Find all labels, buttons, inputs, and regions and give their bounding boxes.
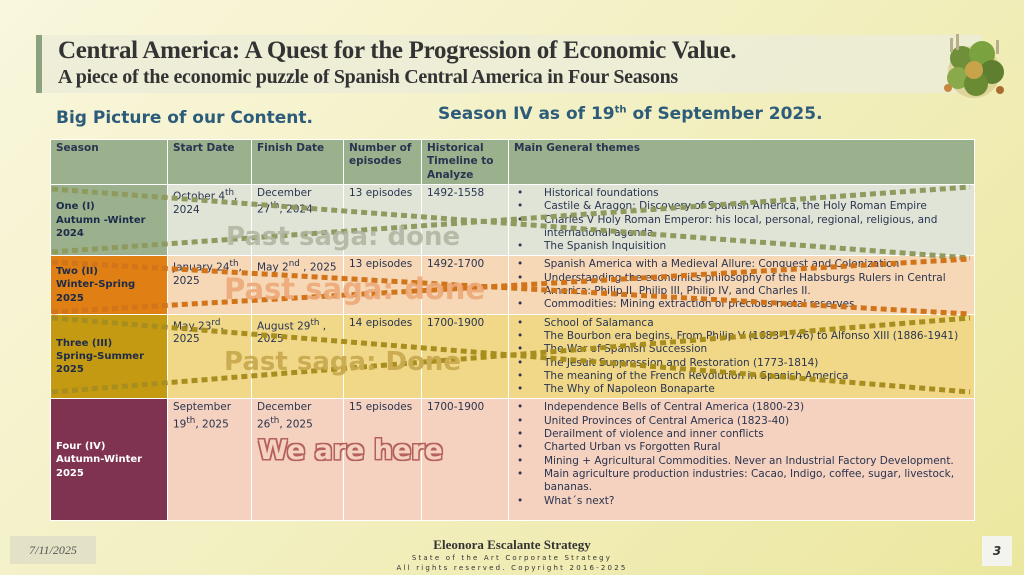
theme-item: • Charles V Holy Roman Emperor: his local, personal, regional, religious, and international agenda: [514, 214, 969, 241]
season-period: Autumn-Winter 2025: [56, 454, 143, 479]
finish-date-cell: [252, 256, 344, 314]
season-period: Autumn -Winter 2024: [56, 214, 146, 239]
table-row: [51, 399, 975, 521]
finish-date-year: , 2025: [257, 320, 327, 346]
themes-list: [514, 187, 969, 253]
season-number: Three (III): [56, 337, 113, 349]
footer-rights: All rights reserved. Copyright 2016-2025: [396, 564, 628, 572]
themes-list: [514, 317, 969, 397]
start-date-text: January 24: [173, 261, 230, 274]
start-date-sup: th: [229, 259, 239, 270]
season-cell: [51, 399, 168, 521]
theme-item: • Historical foundations: [514, 187, 969, 200]
theme-item: • Castile & Aragon: Discovery of Spanish America, the Holy Roman Empire: [514, 200, 969, 213]
season-period: Spring-Summer 2025: [56, 350, 145, 376]
footer: [340, 537, 684, 573]
header-start-date: Start Date: [168, 140, 252, 185]
start-date-cell: [168, 399, 252, 521]
start-date-sup: th: [225, 188, 235, 198]
season-period: Winter-Spring 2025: [56, 279, 136, 304]
theme-item: • Derailment of violence and inner conflicts: [514, 428, 969, 441]
theme-item: • What´s next?: [514, 495, 969, 508]
start-date-year: , 2025: [173, 320, 224, 346]
start-date-text: May 23: [173, 320, 212, 333]
start-date-cell: [168, 314, 252, 399]
finish-date-sup: th: [270, 201, 280, 212]
header-episodes: Number of episodes: [344, 140, 422, 185]
finish-date-sup: th: [270, 415, 280, 426]
start-date-text: October 4: [173, 190, 226, 203]
theme-item: • Understanding the economics philosophy of the Habsburgs Rulers in Central America: Philip II, Philip III, Philip IV, and Charles II.: [514, 272, 969, 299]
table-row: [51, 185, 975, 256]
header-finish-date: Finish Date: [252, 140, 344, 185]
finish-date-text: December 26: [257, 401, 312, 431]
themes-cell: [509, 399, 975, 521]
page-subtitle: A piece of the economic puzzle of Spanish Central America in Four Seasons: [58, 66, 678, 88]
past-saga-label-3: Past saga: Done: [224, 347, 462, 377]
season-cell: [51, 185, 168, 256]
themes-cell: [509, 256, 975, 314]
footer-company: Eleonora Escalante Strategy: [433, 537, 591, 552]
themes-cell: [509, 185, 975, 256]
timeline-cell: 1492-1558: [422, 185, 509, 256]
theme-item: • Main agriculture production industries: Cacao, Indigo, coffee, sugar, livestock, bananas.: [514, 468, 969, 495]
globe-tree-logo-icon: [930, 30, 1016, 106]
season-number: Four (IV): [56, 441, 106, 452]
theme-item: • Commodities: Mining extraction of precious metal reserves: [514, 298, 969, 311]
table-row: [51, 314, 975, 399]
finish-date-sup: nd: [288, 259, 300, 270]
theme-item: • Spanish America with a Medieval Allure: Conquest and Colonization: [514, 258, 969, 271]
season-number: Two (II): [56, 266, 98, 278]
finish-date-text: August 29: [257, 320, 311, 333]
timeline-cell: 1700-1900: [422, 399, 509, 521]
theme-item: • The meaning of the French Revolution in Spanish America: [514, 370, 969, 383]
timeline-cell: 1492-1700: [422, 256, 509, 314]
theme-item: • The War of Spanish Succession: [514, 343, 969, 356]
slide-date: 7/11/2025: [10, 536, 96, 564]
theme-item: • The Why of Napoleon Bonaparte: [514, 383, 969, 396]
start-date-year: , 2025: [195, 418, 229, 431]
page-number: 3: [982, 536, 1012, 566]
season-cell: [51, 314, 168, 399]
theme-item: • Mining + Agricultural Commodities. Never an Industrial Factory Development.: [514, 455, 969, 468]
header-timeline: Historical Timeline to Analyze: [422, 140, 509, 185]
finish-date-cell: [252, 314, 344, 399]
episodes-cell: 13 episodes: [344, 256, 422, 314]
themes-list: [514, 401, 969, 507]
start-date-year: , 2025: [173, 261, 242, 288]
season-status-suffix: of September 2025.: [626, 104, 823, 124]
table-header-row: [51, 140, 975, 185]
season-status-prefix: Season IV as of 19: [438, 104, 615, 124]
header-season: Season: [51, 140, 168, 185]
season-status-heading: [438, 104, 823, 124]
themes-list: [514, 258, 969, 311]
finish-date-sup: th: [310, 317, 320, 328]
header-themes: Main General themes: [509, 140, 975, 185]
table-row: [51, 256, 975, 314]
season-status-sup: th: [614, 104, 627, 116]
episodes-cell: 14 episodes: [344, 314, 422, 399]
theme-item: • School of Salamanca: [514, 317, 969, 330]
we-are-here-label: We are here: [258, 435, 443, 466]
start-date-sup: th: [186, 415, 196, 426]
finish-date-cell: [252, 185, 344, 256]
episodes-cell: 13 episodes: [344, 185, 422, 256]
theme-item: • Charted Urban vs Forgotten Rural: [514, 441, 969, 454]
themes-cell: [509, 314, 975, 399]
finish-date-year: , 2025: [299, 261, 337, 274]
season-cell: [51, 256, 168, 314]
finish-date-text: December 27: [257, 187, 312, 216]
start-date-cell: [168, 256, 252, 314]
start-date-year: , 2024: [173, 190, 238, 216]
theme-item: • The Bourbon era begins. From Philip V (1683-1746) to Alfonso XIII (1886-1941): [514, 330, 969, 343]
footer-tagline: State of the Art Corporate Strategy: [411, 554, 613, 562]
past-saga-label-2: Past saga: done: [224, 272, 486, 306]
start-date-cell: [168, 185, 252, 256]
timeline-cell: 1700-1900: [422, 314, 509, 399]
big-picture-heading: Big Picture of our Content.: [56, 108, 313, 128]
seasons-table: [50, 139, 975, 521]
finish-date-year: , 2025: [279, 418, 313, 431]
finish-date-cell: [252, 399, 344, 521]
start-date-text: September 19: [173, 401, 232, 431]
page-title: Central America: A Quest for the Progression of Economic Value.: [58, 37, 737, 64]
start-date-sup: rd: [211, 317, 221, 328]
theme-item: • The Jesuit Suppression and Restoration (1773-1814): [514, 357, 969, 370]
finish-date-year: , 2024: [279, 203, 313, 216]
past-saga-label-1: Past saga: done: [226, 222, 461, 252]
season-number: One (I): [56, 201, 95, 213]
theme-item: • Independence Bells of Central America (1800-23): [514, 401, 969, 414]
episodes-cell: 15 episodes: [344, 399, 422, 521]
theme-item: • The Spanish Inquisition: [514, 240, 969, 253]
finish-date-text: May 2: [257, 261, 289, 274]
theme-item: • United Provinces of Central America (1823-40): [514, 415, 969, 428]
